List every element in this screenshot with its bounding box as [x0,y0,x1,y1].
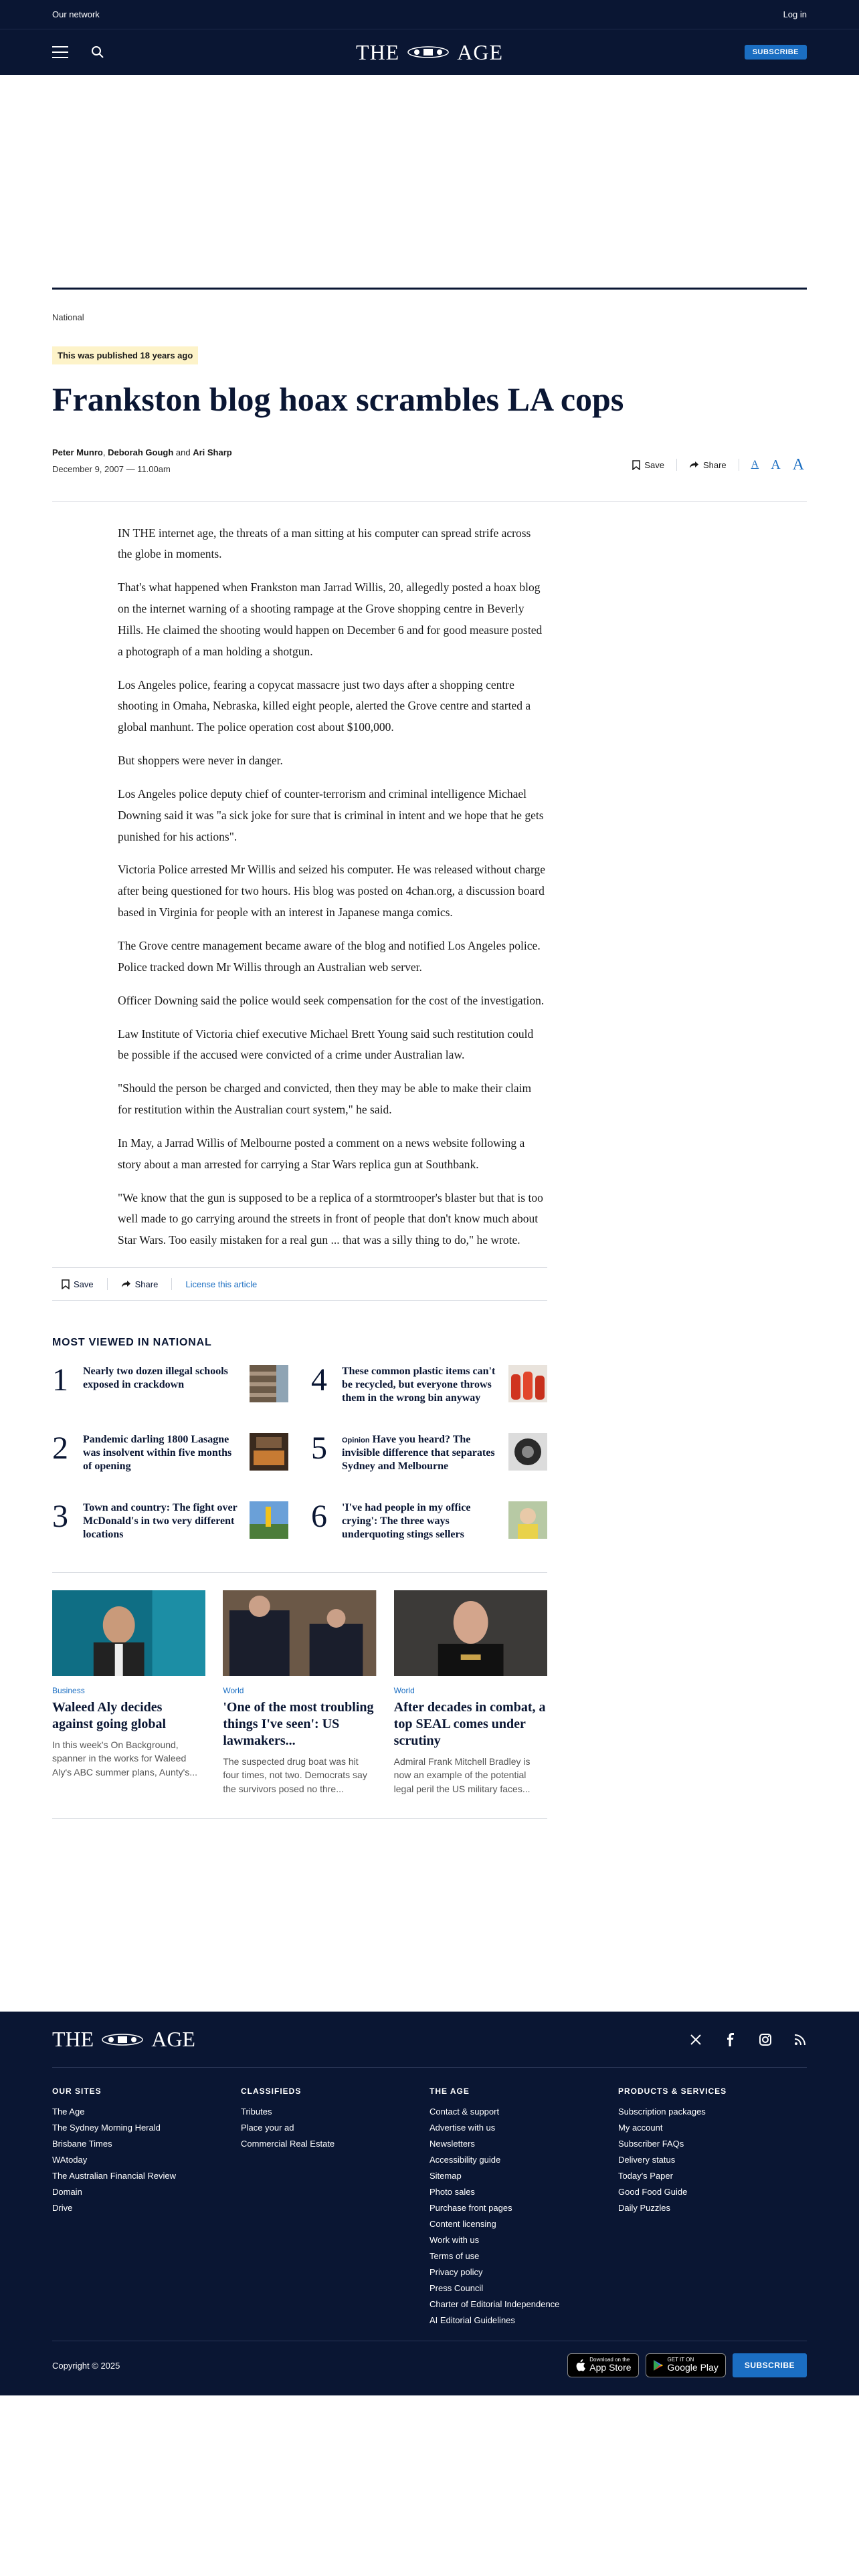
footer-link[interactable]: AI Editorial Guidelines [430,2315,515,2325]
author-link[interactable]: Deborah Gough [108,447,174,457]
thumbnail-image [250,1433,288,1471]
published-badge: This was published 18 years ago [52,346,198,364]
paragraph: That's what happened when Frankston man Jarrad Willis, 20, allegedly posted a hoax blog on the internet warning of a shooting rampage at the Grove shopping centre in Beverly Hills. He claimed the shooting would happen on December 6 and for good measure posted a photograph of a man holding a shotgun. [118,580,543,658]
share-icon [689,461,699,469]
thumbnail-image [250,1365,288,1402]
footer-link[interactable]: WAtoday [52,2155,88,2165]
footer-link[interactable]: My account [618,2123,663,2133]
app-store-badge[interactable]: Download on the App Store [567,2353,638,2377]
story-card[interactable] [223,1590,376,1796]
paragraph: Victoria Police arrested Mr Willis and seized his computer. He was released without charge after being questioned for two hours. His blog was posted on 4chan.org, a discussion board based in Virginia for people with an interest in Japanese manga comics. [118,863,546,920]
footer-link[interactable]: Privacy policy [430,2267,483,2277]
publish-date: December 9, 2007 — 11.00am [52,463,171,474]
footer-link[interactable]: Subscriber FAQs [618,2139,684,2149]
footer-link[interactable]: Subscription packages [618,2107,706,2117]
license-article-link[interactable]: License this article [185,1279,258,1289]
footer-link[interactable]: Charter of Editorial Independence [430,2299,560,2309]
paragraph: "We know that the gun is supposed to be a replica of a stormtrooper's blaster but that is too well made to go carrying around the streets in front of people that don't know much about Star Wars. Too easily mistaken for a real gun ... that was a silly thing to do," he wrote. [118,1190,543,1247]
footer-link[interactable]: Purchase front pages [430,2203,512,2213]
author-link[interactable]: Ari Sharp [193,447,232,457]
our-network-link[interactable]: Our network [52,9,100,19]
footer-link[interactable]: Advertise with us [430,2123,496,2133]
story-image [394,1590,547,1676]
paragraph: But shoppers were never in danger. [118,754,283,768]
story-title[interactable]: Waleed Aly decides against going global [52,1700,167,1732]
opinion-tag: Opinion [342,1436,370,1445]
crest-icon [405,45,452,60]
facebook-icon[interactable] [724,2033,737,2046]
paragraph: Los Angeles police, fearing a copycat massacre just two days after a shopping centre shooting in Omaha, Nebraska, killed eight people, alerted the Grove centre and started a global manhunt. The police operation cost about $100,000. [118,677,531,734]
most-viewed-item[interactable]: 3 Town and country: The fight over McDonald's in two very different locations [52,1501,288,1570]
paragraph: Los Angeles police deputy chief of counter-terrorism and criminal intelligence Michael Downing said it was "a sick joke for sure that is criminal in intent and we hope that he gets punished for his actions". [118,786,544,843]
font-size-medium-button[interactable]: A [771,457,781,472]
thumbnail-image [250,1501,288,1539]
footer-column-classifieds: CLASSIFIEDS Tributes Place your ad Commercial Real Estate [241,2086,430,2329]
footer-link[interactable]: Newsletters [430,2139,475,2149]
footer-column-our-sites: OUR SITES The Age The Sydney Morning Herald Brisbane Times WAtoday The Australian Financial Review Domain Drive [52,2086,241,2329]
subscribe-button[interactable]: SUBSCRIBE [745,45,807,60]
story-title[interactable]: 'One of the most troubling things I've seen': US lawmakers... [223,1700,374,1749]
story-category[interactable]: Business [52,1686,85,1696]
save-button[interactable]: Save [632,460,664,470]
footer-logo[interactable]: THE AGE [52,2027,195,2051]
footer-subscribe-button[interactable]: SUBSCRIBE [733,2353,807,2377]
thumbnail-image [508,1501,547,1539]
bookmark-icon [62,1279,70,1289]
footer-link[interactable]: The Age [52,2107,85,2117]
paragraph: In May, a Jarrad Willis of Melbourne posted a comment on a news website following a story about a man arrested for carrying a Star Wars replica gun at Southbank. [118,1136,525,1171]
most-viewed-item[interactable]: 6 'I've had people in my office crying': The three ways underquoting stings sellers [311,1501,547,1570]
article-body [118,523,546,1252]
google-play-badge[interactable]: GET IT ON Google Play [646,2353,726,2377]
login-link[interactable]: Log in [783,9,807,19]
share-button-bottom[interactable]: Share [121,1279,159,1289]
story-category[interactable]: World [393,1686,415,1696]
article-tools [632,456,804,474]
footer-link[interactable]: Sitemap [430,2171,462,2181]
footer-link[interactable]: Delivery status [618,2155,676,2165]
bookmark-icon [632,460,640,470]
author-link[interactable]: Peter Munro [52,447,103,457]
footer-link[interactable]: Place your ad [241,2123,294,2133]
footer-link[interactable]: Accessibility guide [430,2155,501,2165]
thumbnail-image [508,1433,547,1471]
footer-link[interactable]: Press Council [430,2283,484,2293]
related-stories [52,1590,547,1819]
footer-link[interactable]: Contact & support [430,2107,500,2117]
search-icon[interactable] [91,45,104,59]
story-card[interactable] [52,1590,205,1796]
story-image [52,1590,205,1676]
byline-divider [52,501,807,502]
story-summary: Admiral Frank Mitchell Bradley is now an example of the potential legal peril the US military faces... [393,1756,531,1794]
footer-link[interactable]: Today's Paper [618,2171,673,2181]
story-title[interactable]: After decades in combat, a top SEAL comes under scrutiny [393,1700,546,1749]
thumbnail-image [508,1365,547,1402]
most-viewed-item[interactable]: 2 Pandemic darling 1800 Lasagne was insolvent within five months of opening [52,1433,288,1501]
copyright: Copyright © 2025 [52,2360,120,2371]
font-size-large-button[interactable]: A [792,455,804,473]
ad-space [0,75,859,288]
footer-link[interactable]: Domain [52,2187,82,2197]
font-size-small-button[interactable]: A [751,459,759,470]
footer-link[interactable]: Daily Puzzles [618,2203,671,2213]
most-viewed-item[interactable]: 1 Nearly two dozen illegal schools exposed in crackdown [52,1365,288,1433]
footer-link[interactable]: Tributes [241,2107,272,2117]
section-label[interactable]: National [52,312,84,322]
footer-link[interactable]: Good Food Guide [618,2187,688,2197]
instagram-icon[interactable] [759,2033,772,2046]
footer-link[interactable]: The Sydney Morning Herald [52,2123,161,2133]
crest-icon [99,2032,146,2047]
footer-link[interactable]: The Australian Financial Review [52,2171,176,2181]
paragraph: Law Institute of Victoria chief executive Michael Brett Young said such restitution could be possible if the accused were convicted of a crime under Australian law. [118,1027,534,1062]
footer-link[interactable]: Work with us [430,2235,480,2245]
byline: Peter Munro, Deborah Gough and Ari Sharp [52,447,232,457]
footer-link[interactable]: Terms of use [430,2251,480,2261]
paragraph: "Should the person be charged and convicted, then they may be able to make their claim for restitution within the Australian court system," he said. [118,1081,532,1117]
footer-link[interactable]: Drive [52,2203,73,2213]
menu-icon[interactable] [52,46,68,58]
most-viewed-section [52,1337,547,1573]
footer-link[interactable]: Content licensing [430,2219,496,2229]
x-icon[interactable] [689,2033,702,2046]
story-summary: In this week's On Background, spanner in the works for Waleed Aly's ABC summer plans, Aunty's... [52,1739,197,1778]
paragraph: The Grove centre management became aware of the blog and notified Los Angeles police. Police tracked down Mr Willis through an Australian web server. [118,939,541,974]
save-button-bottom[interactable]: Save [62,1279,94,1289]
share-button[interactable]: Share [689,460,727,470]
share-icon [121,1280,131,1288]
google-play-icon [653,2359,664,2371]
footer-link[interactable]: Brisbane Times [52,2139,112,2149]
paragraph: Officer Downing said the police would seek compensation for the cost of the investigation. [118,993,545,1007]
article-share-bar [52,1267,547,1301]
story-summary: The suspected drug boat was hit four times, not two. Democrats say the survivors posed no thre... [223,1756,367,1794]
story-category[interactable]: World [223,1686,244,1696]
paragraph: IN THE internet age, the threats of a man sitting at his computer can spread strife across the globe in moments. [118,526,531,561]
rss-icon[interactable] [793,2033,807,2046]
footer-column-products-services: PRODUCTS & SERVICES Subscription packages My account Subscriber FAQs Delivery status Today's Paper Good Food Guide Daily Puzzles [618,2086,807,2329]
site-logo[interactable]: THE AGE [356,39,503,64]
site-footer [0,2012,859,2395]
most-viewed-item[interactable]: 4 These common plastic items can't be recycled, but everyone throws them in the wrong bin anyway [311,1365,547,1433]
story-image [223,1590,376,1676]
most-viewed-heading: MOST VIEWED IN NATIONAL [52,1337,212,1349]
footer-link[interactable]: Photo sales [430,2187,475,2197]
masthead [0,29,859,75]
apple-icon [575,2359,585,2371]
footer-column-the-age: THE AGE Contact & support Advertise with us Newsletters Accessibility guide Sitemap Photo sales Purchase front pages Content licensing Work with us Terms of use Privacy policy Press Council Charter of Editorial Independence AI Editorial Guidelines [430,2086,618,2329]
headline: Frankston blog hoax scrambles LA cops [52,381,624,418]
most-viewed-item[interactable]: 5 Opinion Have you heard? The invisible difference that separates Sydney and Melbourne [311,1433,547,1501]
network-bar [0,0,859,29]
footer-link[interactable]: Commercial Real Estate [241,2139,335,2149]
story-card[interactable] [394,1590,547,1796]
